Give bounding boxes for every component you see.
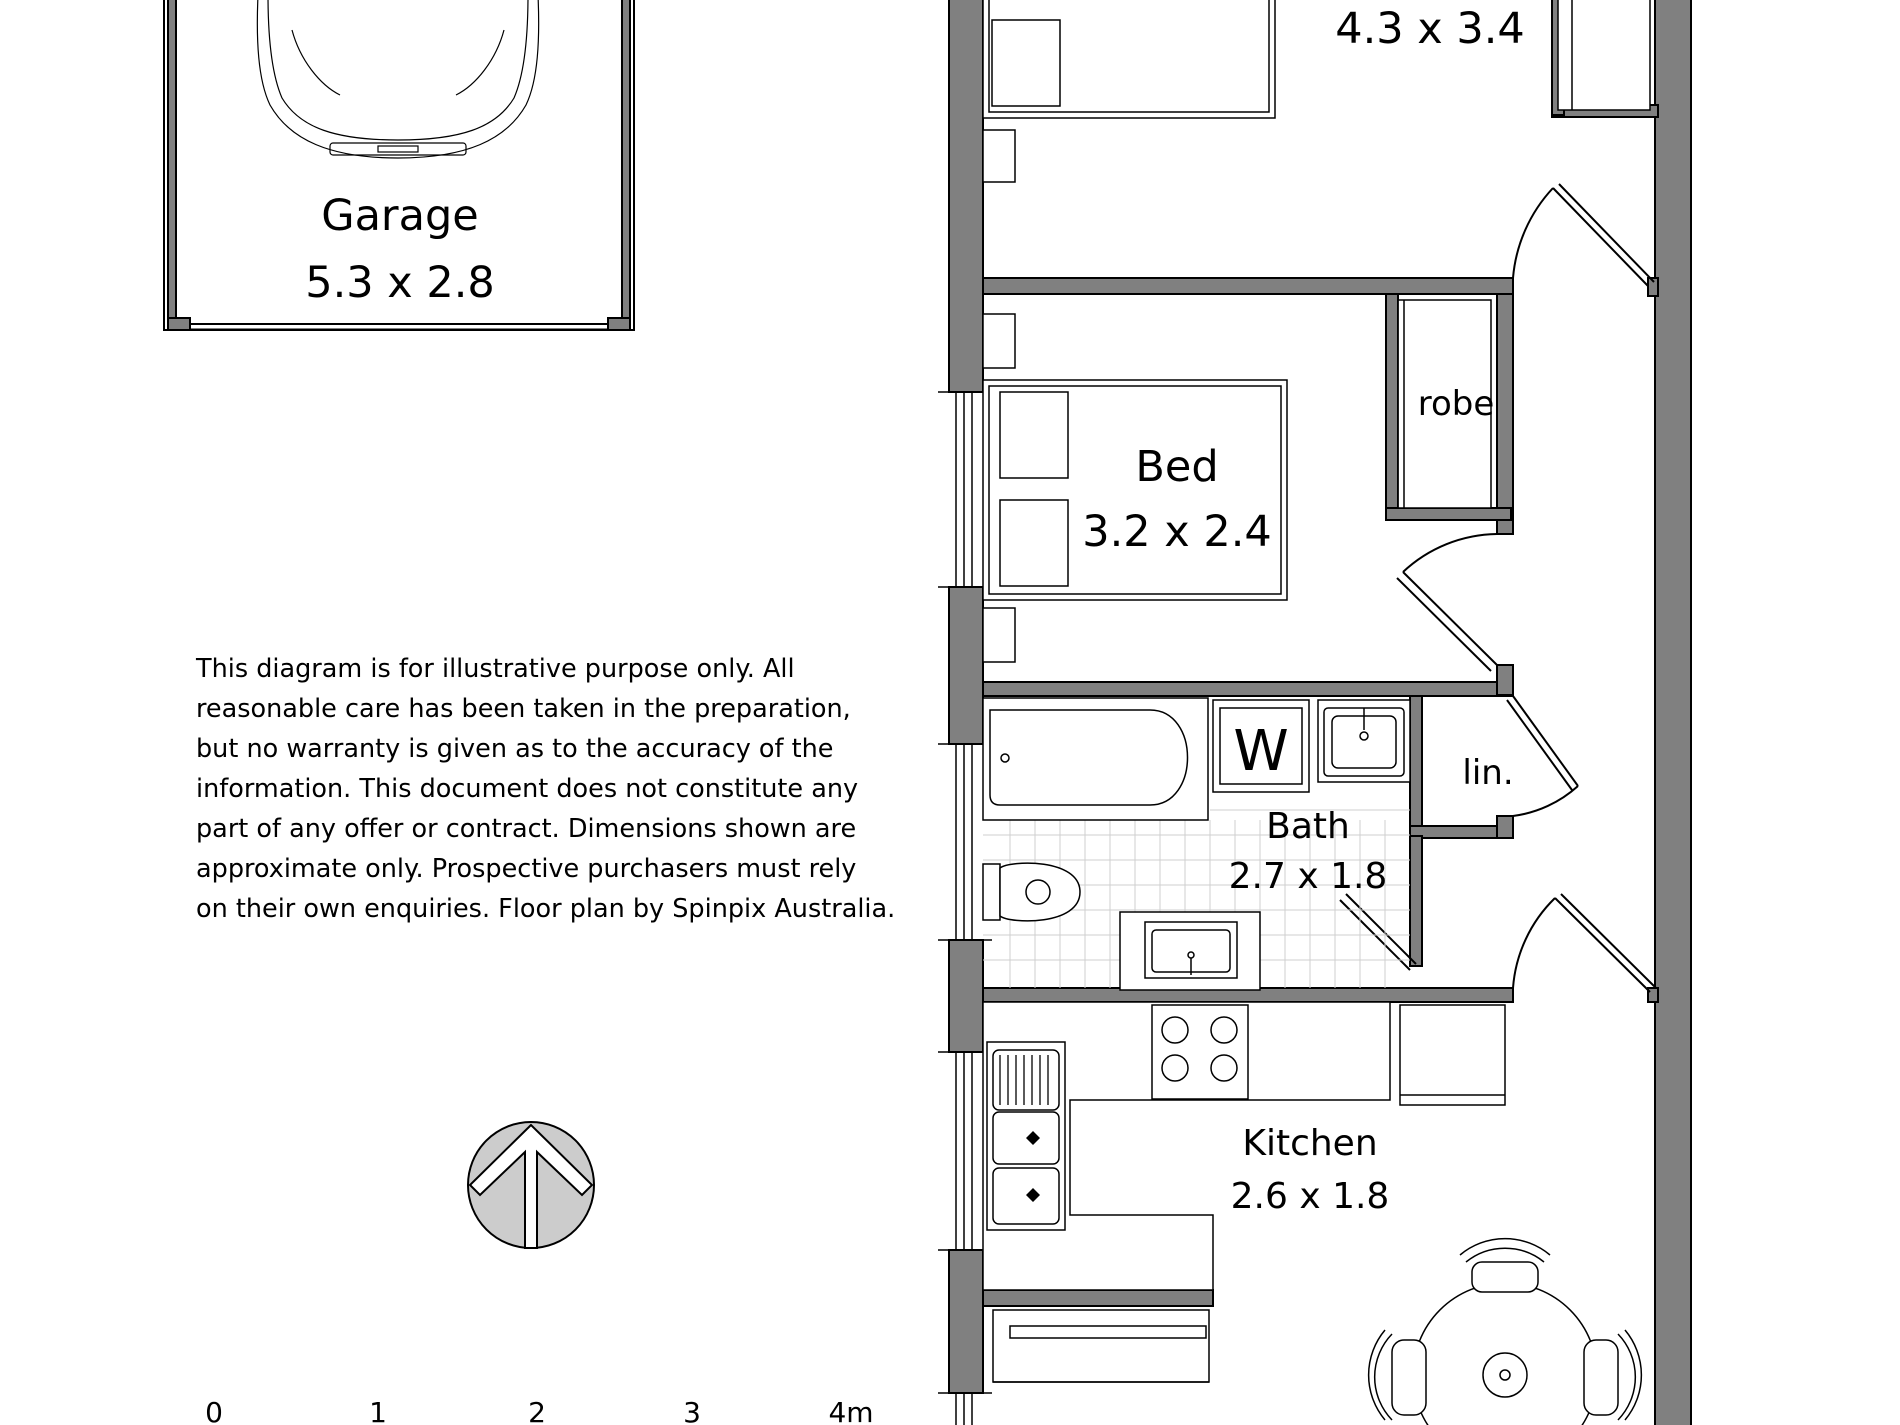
garage-dimensions: 5.3 x 2.8 (305, 258, 495, 308)
bed-furniture (983, 300, 1491, 662)
disclaimer (196, 649, 956, 929)
disclaimer-line: This diagram is for illustrative purpose only. All (196, 654, 795, 684)
disclaimer-line: on their own enquiries. Floor plan by Spinpix Australia. (196, 894, 896, 924)
bed-dimensions: 3.2 x 2.4 (1082, 507, 1272, 557)
bath-name: Bath (1266, 806, 1350, 847)
garage-name: Garage (321, 191, 479, 241)
top-bedroom-dimensions: 4.3 x 3.4 (1335, 4, 1525, 54)
scale-label-1: 1 (369, 1396, 387, 1425)
bed-name: Bed (1135, 442, 1219, 492)
scale-label-0: 0 (205, 1396, 223, 1425)
scale-label-2: 2 (528, 1396, 546, 1425)
interior-walls (983, 0, 1658, 1306)
washer-icon: W (1233, 719, 1289, 784)
disclaimer-line: but no warranty is given as to the accuracy of the (196, 734, 834, 764)
disclaimer-line: information. This document does not constitute any (196, 774, 859, 804)
bath-dimensions: 2.7 x 1.8 (1228, 856, 1388, 897)
scale-label-3: 3 (683, 1396, 701, 1425)
disclaimer-line: approximate only. Prospective purchasers must rely (196, 854, 857, 884)
top-bedroom-furniture (983, 0, 1650, 182)
scale-bar (205, 1396, 873, 1425)
kitchen-dimensions: 2.6 x 1.8 (1230, 1176, 1390, 1217)
dining-table (1369, 1239, 1642, 1425)
disclaimer-line: reasonable care has been taken in the preparation, (196, 694, 851, 724)
linen-label: lin. (1462, 753, 1514, 793)
disclaimer-line: part of any offer or contract. Dimensions shown are (196, 814, 857, 844)
robe-label: robe (1417, 384, 1495, 424)
north-compass-icon (468, 1122, 594, 1248)
car-icon (257, 0, 538, 158)
kitchen-name: Kitchen (1242, 1123, 1378, 1164)
oven (993, 1310, 1209, 1382)
scale-label-4m: 4m (828, 1396, 874, 1425)
